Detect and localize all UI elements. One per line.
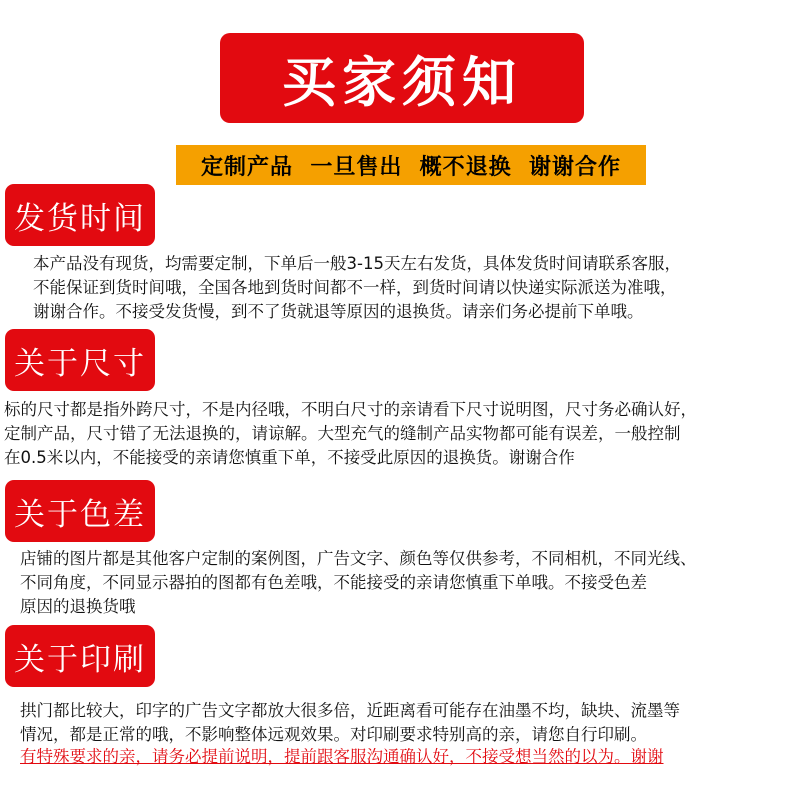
body-line: 定制产品，尺寸错了无法退换的，请谅解。大型充气的缝制产品实物都可能有误差，一般控制	[4, 424, 681, 443]
body-line: 拱门都比较大，印字的广告文字都放大很多倍，近距离看可能存在油墨不均，缺块、流墨等	[20, 701, 680, 720]
section-heading-shipping: 发货时间	[5, 184, 155, 246]
section-heading-size: 关于尺寸	[5, 329, 155, 391]
section-body-shipping	[33, 252, 681, 324]
body-line: 店铺的图片都是其他客户定制的案例图，广告文字、颜色等仅供参考，不同相机，不同光线、	[20, 549, 697, 568]
body-line: 标的尺寸都是指外跨尺寸，不是内径哦，不明白尺寸的亲请看下尺寸说明图，尺寸务必确认好，	[4, 400, 697, 419]
body-line: 原因的退换货哦	[20, 597, 136, 616]
body-line: 本产品没有现货，均需要定制，下单后一般3-15天左右发货，具体发货时间请联系客服，	[33, 254, 681, 273]
page-title: 买家须知	[220, 33, 584, 123]
section-heading-color-difference: 关于色差	[5, 480, 155, 542]
body-line: 不同角度，不同显示器拍的图都有色差哦，不能接受的亲请您慎重下单哦。不接受色差	[20, 573, 647, 592]
body-line: 谢谢合作。不接受发货慢，到不了货就退等原因的退换货。请亲们务必提前下单哦。	[33, 302, 644, 321]
section-body-color-difference	[20, 547, 697, 619]
section-heading-printing: 关于印刷	[5, 625, 155, 687]
policy-banner: 定制产品 一旦售出 概不退换 谢谢合作	[176, 145, 646, 185]
section-body-size	[4, 398, 697, 470]
section-body-printing	[20, 699, 680, 747]
body-line: 在0.5米以内，不能接受的亲请您慎重下单，不接受此原因的退换货。谢谢合作	[4, 448, 575, 467]
special-request-note: 有特殊要求的亲，请务必提前说明，提前跟客服沟通确认好，不接受想当然的以为。谢谢	[20, 747, 664, 766]
body-line: 不能保证到货时间哦，全国各地到货时间都不一样，到货时间请以快递实际派送为准哦，	[33, 278, 677, 297]
body-line: 情况，都是正常的哦，不影响整体远观效果。对印刷要求特别高的亲，请您自行印刷。	[20, 725, 647, 744]
